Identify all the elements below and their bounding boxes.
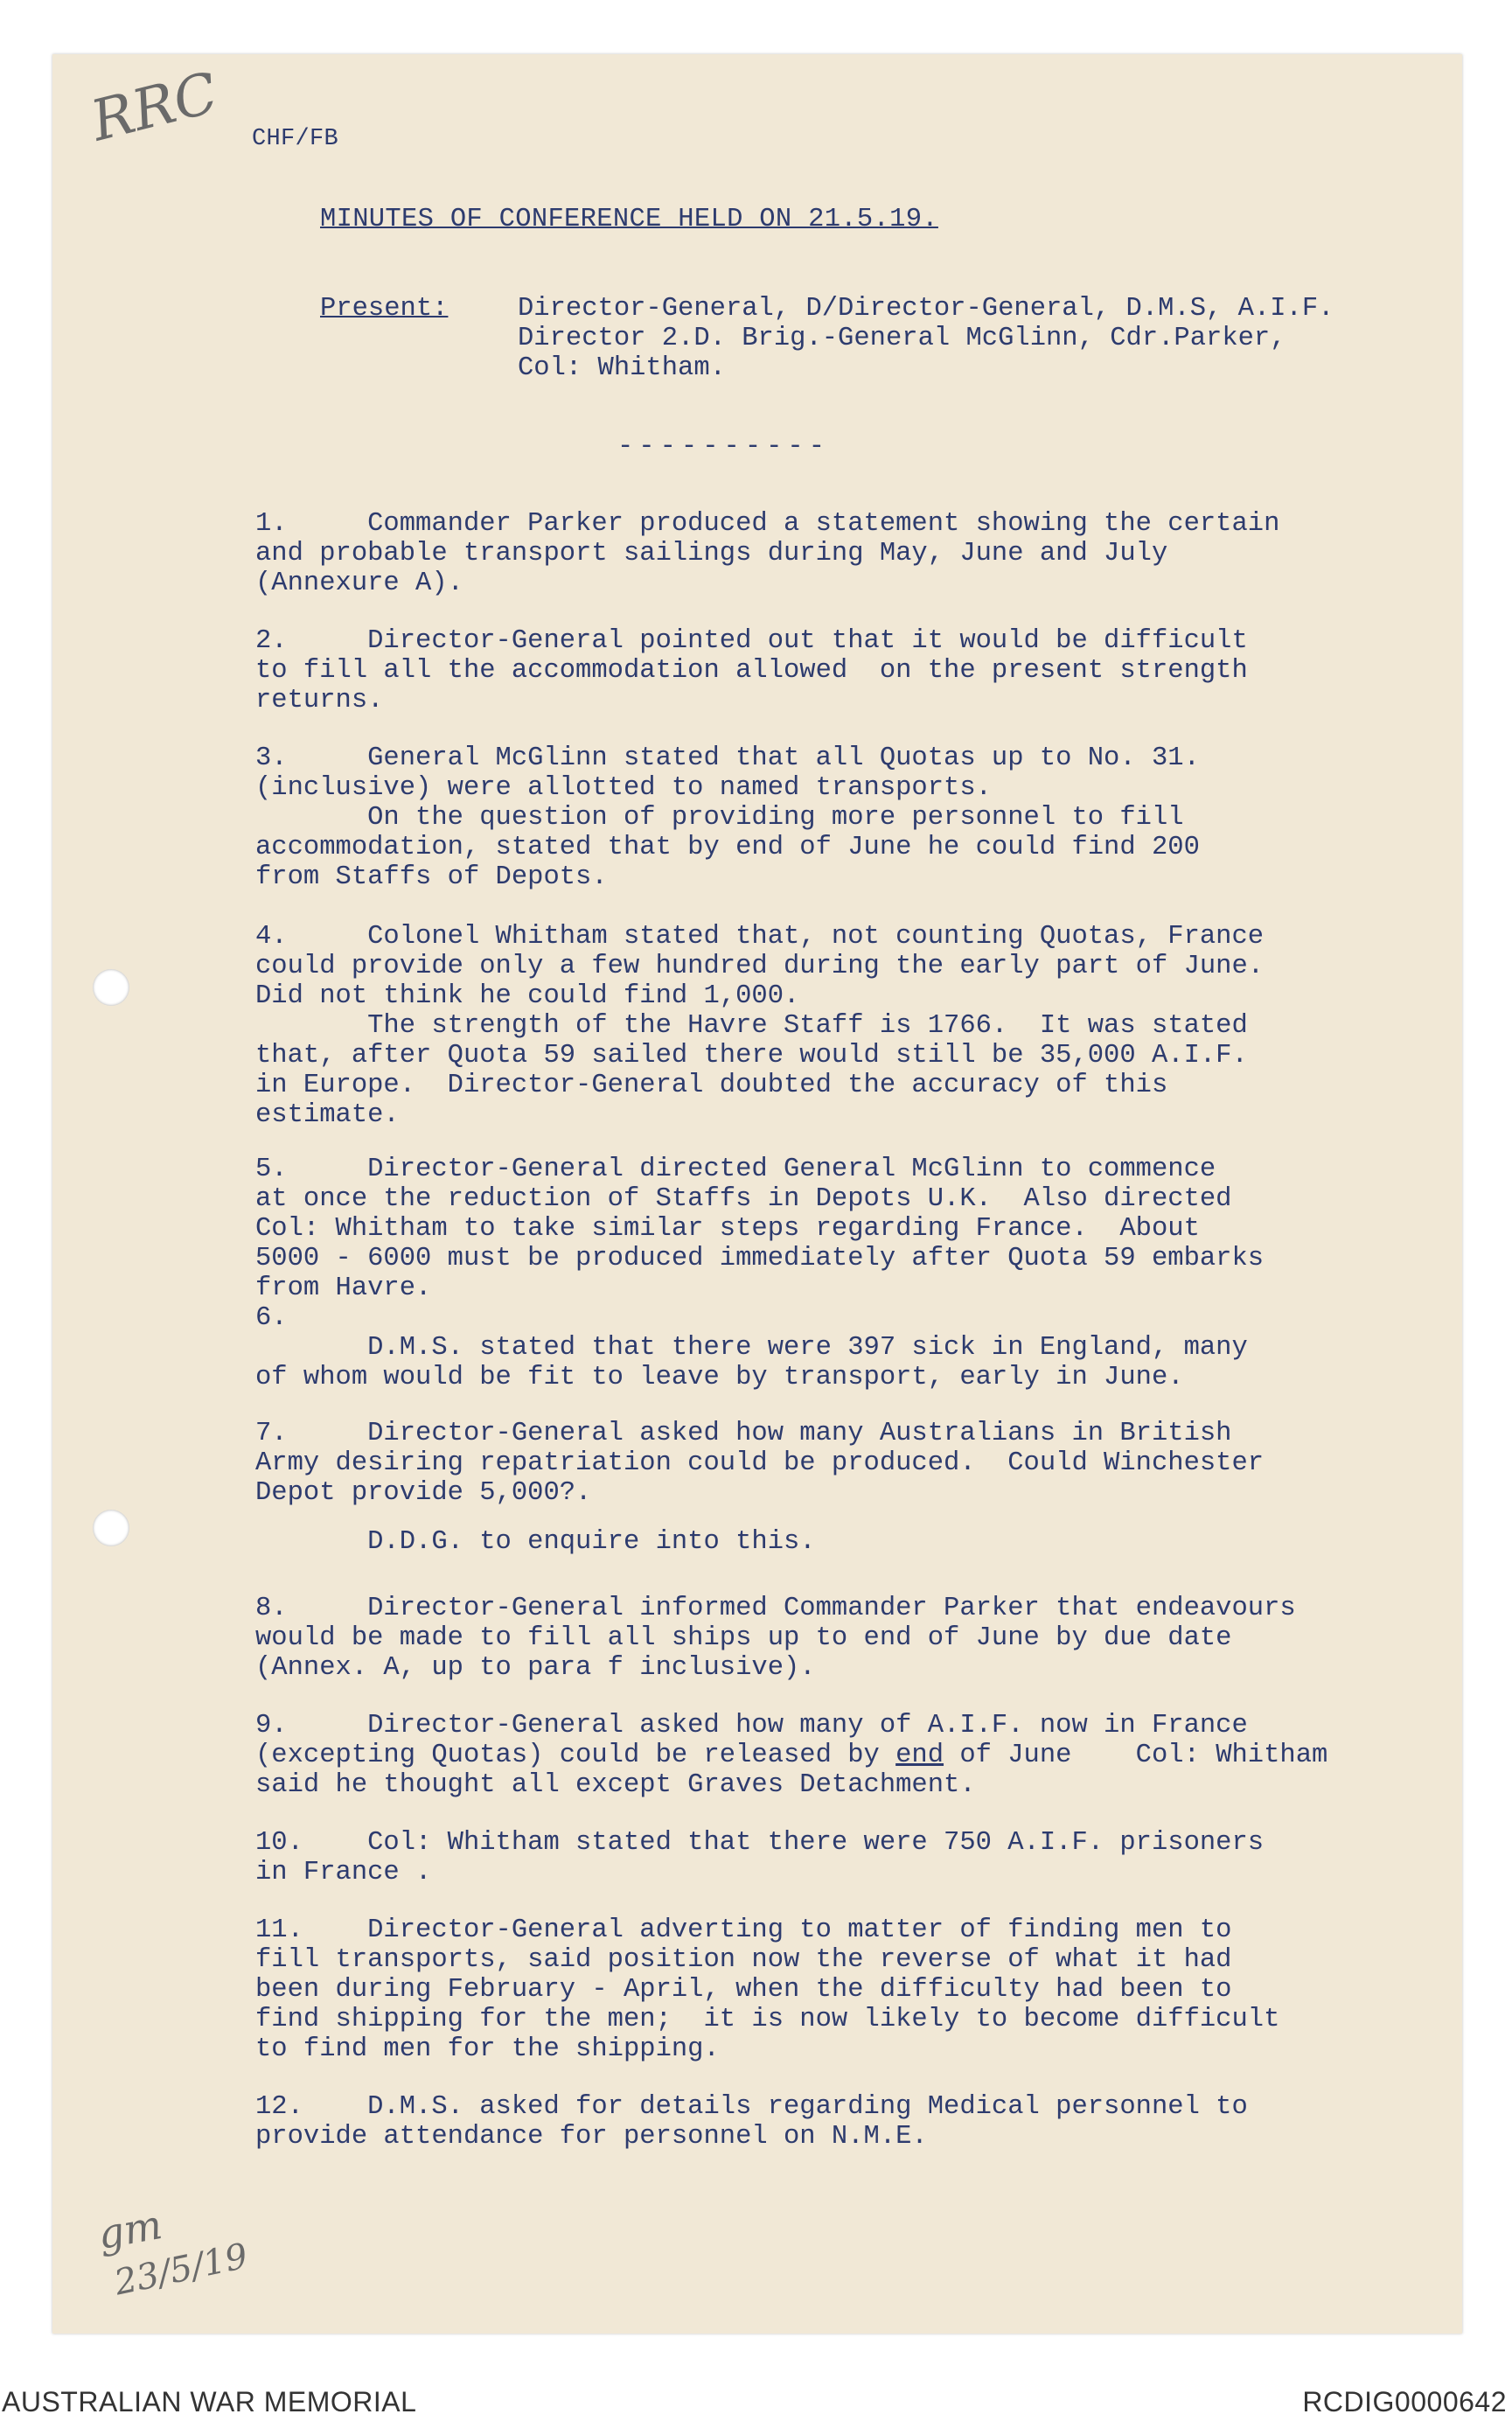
paragraph-line: Army desiring repatriation could be produced. Could Winchester bbox=[255, 1448, 1265, 1478]
pencil-initials-top: RRC bbox=[85, 60, 225, 155]
paragraph-6 bbox=[255, 1419, 1264, 1508]
paragraph-line: 10. Col: Whitham stated that there were 750 A.I.F. prisoners bbox=[255, 1828, 1265, 1858]
line-segment: said he thought all except Graves Detachment. bbox=[255, 1770, 976, 1800]
paragraph-line: would be made to fill all ships up to end of June by due date bbox=[255, 1623, 1232, 1653]
punch-hole-lower bbox=[93, 1510, 129, 1546]
paragraph-line bbox=[255, 1711, 1327, 1741]
footer-archive-name: AUSTRALIAN WAR MEMORIAL bbox=[2, 2386, 417, 2418]
paragraph-line: D.D.G. to enquire into this. bbox=[255, 1527, 816, 1557]
paragraph-4 bbox=[255, 922, 1264, 1130]
paragraph-2 bbox=[255, 626, 1248, 715]
paragraph-line: been during February - April, when the difficulty had been to bbox=[255, 1975, 1232, 2005]
paragraph-line: On the question of providing more personnel to fill bbox=[255, 803, 1184, 833]
separator-line: ---------- bbox=[617, 432, 831, 462]
paragraph-line: returns. bbox=[255, 686, 384, 715]
paragraph-line: to fill all the accommodation allowed on the present strength bbox=[255, 656, 1248, 686]
paragraph-line: 12. D.M.S. asked for details regarding Medical personnel to bbox=[255, 2092, 1248, 2122]
paragraph-3 bbox=[255, 743, 1200, 892]
paragraph-line: 3. General McGlinn stated that all Quotas up to No. 31. bbox=[255, 743, 1200, 773]
paragraph-line: (inclusive) were allotted to named transports. bbox=[255, 773, 992, 803]
line-segment: (excepting Quotas) could be released by bbox=[255, 1741, 896, 1770]
present-line-2: Director 2.D. Brig.-General McGlinn, Cdr.Parker, bbox=[518, 324, 1286, 353]
underlined-word: end bbox=[895, 1741, 944, 1770]
paragraph-line: could provide only a few hundred during the early part of June. bbox=[255, 952, 1265, 981]
paragraph-10 bbox=[255, 1828, 1264, 1887]
paragraph-line: 7. Director-General asked how many Australians in British bbox=[255, 1419, 1232, 1448]
paragraph-line: 4. Colonel Whitham stated that, not counting Quotas, France bbox=[255, 922, 1265, 952]
pencil-date-bottom: 23/5/19 bbox=[110, 2236, 252, 2304]
punch-hole-upper bbox=[93, 969, 129, 1006]
paragraph-line bbox=[255, 1770, 1327, 1800]
present-label: Present: bbox=[320, 294, 449, 324]
paragraph-line: Depot provide 5,000?. bbox=[255, 1478, 592, 1508]
paragraph-11 bbox=[255, 1915, 1279, 2064]
paragraph-7 bbox=[255, 1527, 816, 1557]
paragraph-line: Col: Whitham to take similar steps regarding France. About bbox=[255, 1214, 1200, 1244]
paragraph-line: of whom would be fit to leave by transport, early in June. bbox=[255, 1363, 1184, 1392]
paragraph-line: estimate. bbox=[255, 1100, 400, 1130]
paragraph-line: find shipping for the men; it is now likely to become difficult bbox=[255, 2005, 1280, 2034]
paragraph-line: 5000 - 6000 must be produced immediately after Quota 59 embarks bbox=[255, 1244, 1265, 1273]
paragraph-line: provide attendance for personnel on N.M.E. bbox=[255, 2122, 928, 2152]
paragraph-line: The strength of the Havre Staff is 1766. It was stated bbox=[255, 1011, 1248, 1041]
paragraph-line: at once the reduction of Staffs in Depots U.K. Also directed bbox=[255, 1184, 1232, 1214]
document-title: MINUTES OF CONFERENCE HELD ON 21.5.19. bbox=[320, 205, 938, 234]
paragraph-line: fill transports, said position now the reverse of what it had bbox=[255, 1945, 1232, 1975]
paragraph-line: and probable transport sailings during May, June and July bbox=[255, 539, 1168, 569]
present-line-3: Col: Whitham. bbox=[518, 353, 726, 383]
paragraph-line: 11. Director-General adverting to matter of finding men to bbox=[255, 1915, 1232, 1945]
paragraph-line: 5. Director-General directed General McGlinn to commence bbox=[255, 1155, 1216, 1184]
file-reference: CHF/FB bbox=[252, 126, 339, 152]
document-sheet bbox=[52, 54, 1462, 2334]
paragraph-line: from Staffs of Depots. bbox=[255, 862, 608, 892]
line-segment: 9. Director-General asked how many of A.I.F. now in France bbox=[255, 1711, 1248, 1741]
paragraph-9 bbox=[255, 1711, 1327, 1800]
paragraph-line: D.M.S. stated that there were 397 sick in England, many bbox=[255, 1333, 1248, 1363]
line-segment: of June Col: Whitham bbox=[944, 1741, 1328, 1770]
footer-archive-id: RCDIG0000642 bbox=[1302, 2386, 1507, 2418]
paragraph-line bbox=[255, 1741, 1327, 1770]
paragraph-line: to find men for the shipping. bbox=[255, 2034, 720, 2064]
pencil-initials-bottom: gm bbox=[94, 2201, 166, 2258]
paragraph-line: Did not think he could find 1,000. bbox=[255, 981, 800, 1011]
paragraph-line: (Annexure A). bbox=[255, 569, 463, 598]
paragraph-8 bbox=[255, 1594, 1296, 1683]
paragraph-line: 8. Director-General informed Commander Parker that endeavours bbox=[255, 1594, 1296, 1623]
paragraph-1 bbox=[255, 509, 1279, 598]
paragraph-line: 1. Commander Parker produced a statement showing the certain bbox=[255, 509, 1280, 539]
present-line-1: Director-General, D/Director-General, D.M.S, A.I.F. bbox=[518, 294, 1334, 324]
paragraph-5 bbox=[255, 1155, 1264, 1392]
paragraph-line: in Europe. Director-General doubted the accuracy of this bbox=[255, 1071, 1168, 1100]
paragraph-line: 2. Director-General pointed out that it would be difficult bbox=[255, 626, 1248, 656]
paragraph-line: accommodation, stated that by end of June he could find 200 bbox=[255, 833, 1200, 862]
paragraph-line: (Annex. A, up to para f inclusive). bbox=[255, 1653, 816, 1683]
paragraph-12 bbox=[255, 2092, 1248, 2152]
paragraph-line: in France . bbox=[255, 1858, 432, 1887]
paragraph-line: from Havre. bbox=[255, 1273, 432, 1303]
paragraph-line: 6. bbox=[255, 1303, 288, 1333]
paragraph-line: that, after Quota 59 sailed there would still be 35,000 A.I.F. bbox=[255, 1041, 1248, 1071]
